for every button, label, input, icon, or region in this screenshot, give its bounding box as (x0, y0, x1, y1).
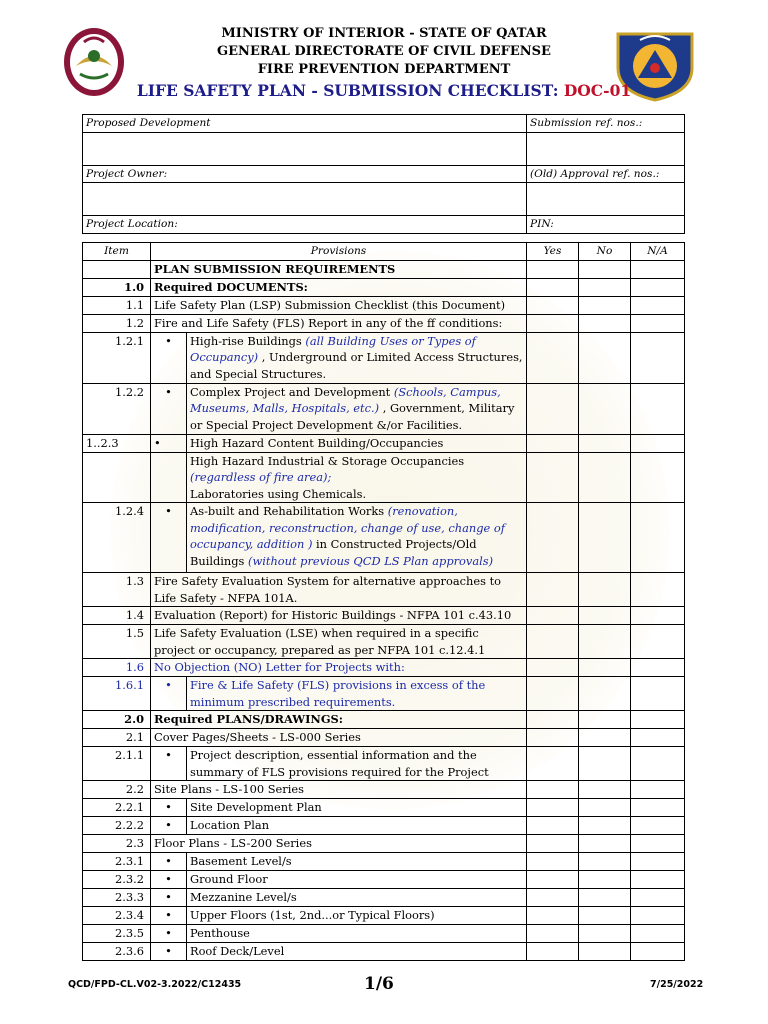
table-row (83, 607, 685, 625)
row-provision: Fire & Life Safety (FLS) provisions in excess of the minimum prescribed requirements. (187, 677, 527, 711)
row-provision: No Objection (NO) Letter for Projects with: (151, 659, 527, 677)
row-item: 1.2 (83, 314, 151, 332)
bullet: • (151, 434, 187, 452)
row-provision: As-built and Rehabilitation Works (renovation, modification, reconstruction, change of use, change of occupancy, addition ) in Constructed Projects/Old Buildings (without previous QCD LS Plan approvals) (187, 503, 527, 573)
title-text: LIFE SAFETY PLAN - SUBMISSION CHECKLIST: (136, 81, 559, 100)
bullet: • (151, 907, 187, 925)
na-checkbox[interactable] (631, 817, 685, 835)
row-item: 1.1 (83, 296, 151, 314)
column-header-no: No (579, 243, 631, 261)
yes-checkbox[interactable] (527, 907, 579, 925)
no-checkbox[interactable] (579, 260, 631, 278)
na-checkbox[interactable] (631, 907, 685, 925)
old-approval-label: (Old) Approval ref. nos.: (527, 165, 685, 183)
yes-checkbox[interactable] (527, 853, 579, 871)
table-row (83, 781, 685, 799)
row-item: 1..2.3 (83, 434, 151, 452)
table-row (83, 573, 685, 607)
submission-ref-label: Submission ref. nos.: (527, 115, 685, 133)
na-checkbox[interactable] (631, 711, 685, 729)
yes-checkbox[interactable] (527, 871, 579, 889)
row-item: 1.2.4 (83, 503, 151, 573)
table-row (83, 434, 685, 452)
department-heading: FIRE PREVENTION DEPARTMENT (257, 62, 511, 77)
page-number: 1/6 (364, 974, 394, 994)
bullet: • (151, 677, 187, 711)
yes-checkbox[interactable] (527, 925, 579, 943)
row-provision: PLAN SUBMISSION REQUIREMENTS (151, 260, 527, 278)
table-row (83, 943, 685, 961)
bullet: • (151, 925, 187, 943)
document-reference: QCD/FPD-CL.V02-3.2022/C12435 (68, 979, 242, 990)
row-provision: Basement Level/s (187, 853, 527, 871)
na-checkbox[interactable] (631, 871, 685, 889)
row-item: 2.1.1 (83, 747, 151, 781)
checklist-table (82, 242, 685, 961)
yes-checkbox[interactable] (527, 677, 579, 711)
yes-checkbox[interactable] (527, 625, 579, 659)
no-checkbox[interactable] (579, 296, 631, 314)
table-row (83, 853, 685, 871)
document-date: 7/25/2022 (650, 979, 704, 990)
row-provision: Cover Pages/Sheets - LS-000 Series (151, 729, 527, 747)
table-row (83, 260, 685, 278)
row-provision: Roof Deck/Level (187, 943, 527, 961)
no-checkbox[interactable] (579, 943, 631, 961)
table-row (83, 907, 685, 925)
table-row (83, 925, 685, 943)
yes-checkbox[interactable] (527, 434, 579, 452)
row-item: 2.3.6 (83, 943, 151, 961)
row-item: 2.1 (83, 729, 151, 747)
na-checkbox[interactable] (631, 452, 685, 503)
table-row (83, 383, 685, 434)
no-checkbox[interactable] (579, 383, 631, 434)
no-checkbox[interactable] (579, 434, 631, 452)
no-checkbox[interactable] (579, 925, 631, 943)
yes-checkbox[interactable] (527, 383, 579, 434)
row-provision: High Hazard Content Building/Occupancies (187, 434, 527, 452)
ministry-heading: MINISTRY OF INTERIOR - STATE OF QATAR (221, 26, 547, 41)
column-header-yes: Yes (527, 243, 579, 261)
no-checkbox[interactable] (579, 781, 631, 799)
row-item: 1.5 (83, 625, 151, 659)
project-info-table (82, 114, 685, 234)
row-provision: Life Safety Plan (LSP) Submission Checklist (this Document) (151, 296, 527, 314)
no-checkbox[interactable] (579, 452, 631, 503)
na-checkbox[interactable] (631, 835, 685, 853)
yes-checkbox[interactable] (527, 260, 579, 278)
row-item: 2.3.3 (83, 889, 151, 907)
row-provision: Floor Plans - LS-200 Series (151, 835, 527, 853)
yes-checkbox[interactable] (527, 607, 579, 625)
row-provision: Location Plan (187, 817, 527, 835)
yes-checkbox[interactable] (527, 799, 579, 817)
table-row (83, 278, 685, 296)
na-checkbox[interactable] (631, 573, 685, 607)
table-row (83, 889, 685, 907)
yes-checkbox[interactable] (527, 729, 579, 747)
no-checkbox[interactable] (579, 835, 631, 853)
no-checkbox[interactable] (579, 314, 631, 332)
row-provision: Ground Floor (187, 871, 527, 889)
table-row (83, 314, 685, 332)
na-checkbox[interactable] (631, 925, 685, 943)
row-item: 2.3.4 (83, 907, 151, 925)
no-checkbox[interactable] (579, 677, 631, 711)
na-checkbox[interactable] (631, 296, 685, 314)
no-checkbox[interactable] (579, 332, 631, 383)
row-provision: Fire Safety Evaluation System for alternative approaches to Life Safety - NFPA 101A. (151, 573, 527, 607)
no-checkbox[interactable] (579, 799, 631, 817)
yes-checkbox[interactable] (527, 943, 579, 961)
yes-checkbox[interactable] (527, 711, 579, 729)
row-item: 1.6.1 (83, 677, 151, 711)
column-header-provisions: Provisions (151, 243, 527, 261)
column-header-na: N/A (631, 243, 685, 261)
row-item: 2.2.2 (83, 817, 151, 835)
na-checkbox[interactable] (631, 799, 685, 817)
row-provision: Required PLANS/DRAWINGS: (151, 711, 527, 729)
na-checkbox[interactable] (631, 659, 685, 677)
no-checkbox[interactable] (579, 573, 631, 607)
submission-ref-field[interactable] (527, 132, 685, 165)
yes-checkbox[interactable] (527, 659, 579, 677)
table-row (83, 296, 685, 314)
row-item: 2.3.1 (83, 853, 151, 871)
bullet: • (151, 332, 187, 383)
row-provision: Life Safety Evaluation (LSE) when required in a specific project or occupancy, prepared as per NFPA 101 c.12.4.1 (151, 625, 527, 659)
table-row (83, 711, 685, 729)
na-checkbox[interactable] (631, 383, 685, 434)
bullet: • (151, 747, 187, 781)
document-code: DOC-01 (563, 81, 632, 100)
project-owner-label: Project Owner: (83, 165, 527, 183)
pin-label: PIN: (527, 216, 685, 234)
na-checkbox[interactable] (631, 677, 685, 711)
na-checkbox[interactable] (631, 625, 685, 659)
table-row (83, 729, 685, 747)
row-provision: Upper Floors (1st, 2nd...or Typical Floors) (187, 907, 527, 925)
yes-checkbox[interactable] (527, 314, 579, 332)
no-checkbox[interactable] (579, 871, 631, 889)
no-checkbox[interactable] (579, 607, 631, 625)
na-checkbox[interactable] (631, 889, 685, 907)
row-item: 1.4 (83, 607, 151, 625)
na-checkbox[interactable] (631, 781, 685, 799)
no-checkbox[interactable] (579, 907, 631, 925)
column-header-item: Item (83, 243, 151, 261)
bullet: • (151, 799, 187, 817)
table-row (83, 677, 685, 711)
table-row (83, 747, 685, 781)
yes-checkbox[interactable] (527, 817, 579, 835)
row-item: 2.3.2 (83, 871, 151, 889)
project-location-label: Project Location: (83, 216, 527, 234)
no-checkbox[interactable] (579, 659, 631, 677)
yes-checkbox[interactable] (527, 332, 579, 383)
row-item: 1.0 (83, 278, 151, 296)
row-item: 1.3 (83, 573, 151, 607)
row-item: 1.2.1 (83, 332, 151, 383)
na-checkbox[interactable] (631, 332, 685, 383)
na-checkbox[interactable] (631, 278, 685, 296)
no-checkbox[interactable] (579, 503, 631, 573)
row-provision: High-rise Buildings (all Building Uses or Types of Occupancy) , Underground or Limited Access Structures, and Special Structures. (187, 332, 527, 383)
row-provision: Evaluation (Report) for Historic Buildings - NFPA 101 c.43.10 (151, 607, 527, 625)
row-provision: Fire and Life Safety (FLS) Report in any of the ff conditions: (151, 314, 527, 332)
table-row (83, 871, 685, 889)
yes-checkbox[interactable] (527, 889, 579, 907)
table-row (83, 625, 685, 659)
na-checkbox[interactable] (631, 943, 685, 961)
row-provision: Complex Project and Development (Schools, Campus, Museums, Malls, Hospitals, etc.) , Government, Military or Special Project Development &/or Facilities. (187, 383, 527, 434)
bullet: • (151, 503, 187, 573)
na-checkbox[interactable] (631, 607, 685, 625)
yes-checkbox[interactable] (527, 452, 579, 503)
no-checkbox[interactable] (579, 711, 631, 729)
row-provision: Penthouse (187, 925, 527, 943)
bullet: • (151, 383, 187, 434)
yes-checkbox[interactable] (527, 573, 579, 607)
row-provision: Mezzanine Level/s (187, 889, 527, 907)
row-item: 2.2 (83, 781, 151, 799)
document-title (0, 81, 768, 100)
row-provision: Project description, essential information and the summary of FLS provisions required for the Project (187, 747, 527, 781)
na-checkbox[interactable] (631, 434, 685, 452)
project-owner-field[interactable] (83, 183, 527, 216)
na-checkbox[interactable] (631, 853, 685, 871)
row-provision: High Hazard Industrial & Storage Occupancies (regardless of fire area); Laboratories using Chemicals. (187, 452, 527, 503)
row-item: 2.2.1 (83, 799, 151, 817)
row-provision: Site Development Plan (187, 799, 527, 817)
bullet: • (151, 853, 187, 871)
row-provision: Site Plans - LS-100 Series (151, 781, 527, 799)
row-item: 2.0 (83, 711, 151, 729)
no-checkbox[interactable] (579, 853, 631, 871)
no-checkbox[interactable] (579, 729, 631, 747)
table-row (83, 835, 685, 853)
na-checkbox[interactable] (631, 729, 685, 747)
table-row (83, 817, 685, 835)
bullet: • (151, 889, 187, 907)
no-checkbox[interactable] (579, 625, 631, 659)
bullet: • (151, 943, 187, 961)
bullet: • (151, 817, 187, 835)
table-row (83, 659, 685, 677)
yes-checkbox[interactable] (527, 835, 579, 853)
table-row (83, 503, 685, 573)
row-provision: Required DOCUMENTS: (151, 278, 527, 296)
yes-checkbox[interactable] (527, 781, 579, 799)
na-checkbox[interactable] (631, 314, 685, 332)
row-item: 1.2.2 (83, 383, 151, 434)
directorate-heading: GENERAL DIRECTORATE OF CIVIL DEFENSE (217, 44, 551, 59)
no-checkbox[interactable] (579, 889, 631, 907)
no-checkbox[interactable] (579, 278, 631, 296)
yes-checkbox[interactable] (527, 503, 579, 573)
bullet: • (151, 871, 187, 889)
yes-checkbox[interactable] (527, 278, 579, 296)
table-row (83, 452, 685, 503)
table-row (83, 332, 685, 383)
old-approval-field[interactable] (527, 183, 685, 216)
na-checkbox[interactable] (631, 503, 685, 573)
yes-checkbox[interactable] (527, 296, 579, 314)
row-item: 2.3.5 (83, 925, 151, 943)
proposed-development-label: Proposed Development (83, 115, 527, 133)
no-checkbox[interactable] (579, 747, 631, 781)
yes-checkbox[interactable] (527, 747, 579, 781)
table-row (83, 799, 685, 817)
na-checkbox[interactable] (631, 747, 685, 781)
no-checkbox[interactable] (579, 817, 631, 835)
proposed-development-field[interactable] (83, 132, 527, 165)
row-item: 2.3 (83, 835, 151, 853)
na-checkbox[interactable] (631, 260, 685, 278)
row-item: 1.6 (83, 659, 151, 677)
